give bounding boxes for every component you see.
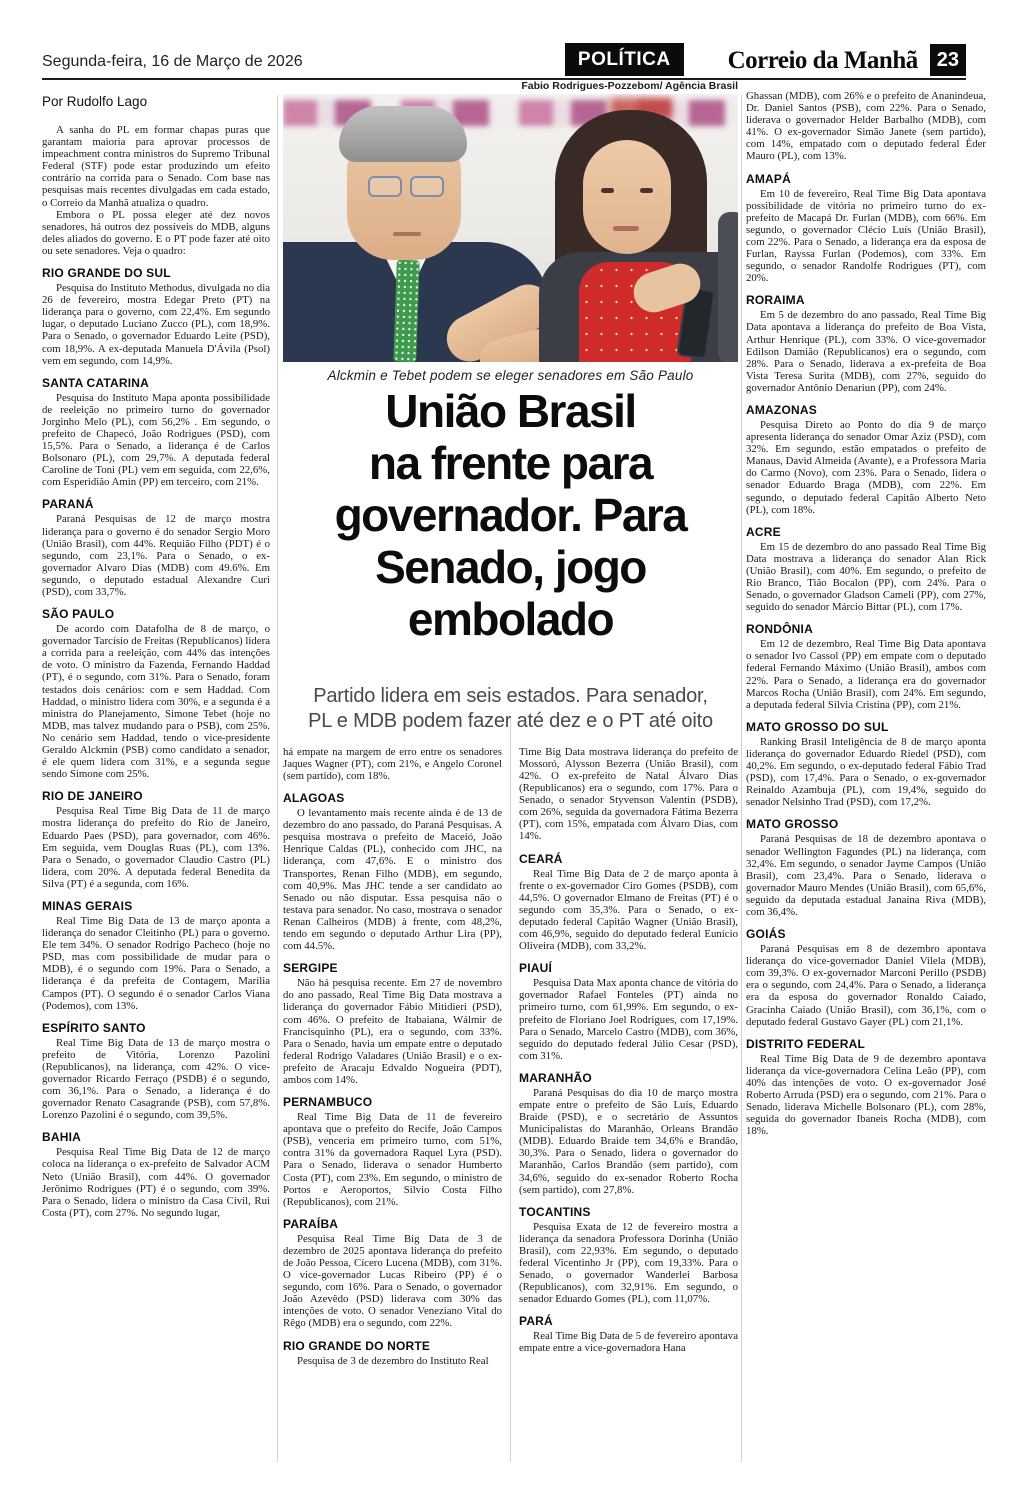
state-body: Real Time Big Data de 5 de fevereiro apontava empate entre a vice-governadora Hana: [519, 1330, 738, 1355]
section-tocantins: [519, 1205, 738, 1306]
photo-caption: Alckmin e Tebet podem se eleger senadores em São Paulo: [327, 368, 694, 383]
state-heading: AMAPÁ: [746, 171, 791, 186]
state-body: Paraná Pesquisas do dia 10 de março mostra empate entre o prefeito de São Luís, Eduardo Braide (PSD), e o secretário de Assuntos Municipalistas do Maranhão, Orleans Brandão (MDB). Eduardo Braide tem 34,6% e Brandão, 30,3%. Para o Senado, lidera o governador do Maranhão, Carlos Brandão (sem partido), com 34,6%, seguido do ex-senador Roberto Rocha (sem partido), com 27,8%.: [519, 1086, 738, 1196]
state-heading: MATO GROSSO: [746, 817, 839, 832]
section-alagoas: [283, 791, 502, 952]
byline: Por Rudolfo Lago: [42, 94, 148, 109]
state-body: Em 5 de dezembro do ano passado, Real Time Big Data apontava a liderança do prefeito de Boa Vista, Arthur Henrique (PL), com 33%. O vice-governador Edilson Damião (Republicanos) era o segundo, com 28%. Para o Senado, liderava a ex-prefeita de Boa Vista Teresa Surita (MDB), com 27%, seguido do governador Antônio Denariun (PP), com 24%.: [746, 309, 986, 394]
state-body: Pesquisa Real Time Big Data de 11 de março mostra liderança do prefeito do Rio de Janeiro, Eduardo Paes (PSD), para governador, com 46%. Em seguida, vem Douglas Ruas (PL), com 13%. Para o Senado, o governador Claudio Castro (PL) lidera, com 20%. A deputada federal Benedita da Silva (PT) é a segunda, com 16%.: [42, 805, 270, 890]
section-pernambuco: [283, 1095, 502, 1208]
headline-line: na frente para: [368, 437, 653, 489]
state-body: Pesquisa Real Time Big Data de 12 de março coloca na liderança o ex-prefeito de Salvador ACM Neto (União Brasil), com 44%. O governador Jerônimo Rodrigues (PT) é o segundo, com 39%. Para o Senado, lidera o ministro da Casa Civil, Rui Costa (PT), com 27%. No segundo lugar,: [42, 1146, 270, 1219]
state-body: Em 12 de dezembro, Real Time Big Data apontava o senador Ivo Cassol (PP) em empate com o deputado federal Fernando Máximo (União Brasil), ambos com 22%. Para o Senado, a liderança era do governador Marcos Rocha (União Brasil), com 24%. Em segundo, a deputada federal Sílvia Cristina (PP), com 21%.: [746, 638, 986, 711]
section-bahia: [42, 1130, 270, 1219]
state-heading: PERNAMBUCO: [283, 1095, 373, 1110]
state-heading: PIAUÍ: [519, 961, 553, 976]
section-espirito-santo: [42, 1021, 270, 1122]
headline-line: União Brasil: [385, 385, 636, 437]
state-body: Em 15 de dezembro do ano passado Real Time Big Data mostrava a liderança do senador Alan Rick (União Brasil), com 40%. Em segundo, o prefeito de Rio Branco, Tião Bocalon (PP), com 24%. Para o Senado, o governador Gladson Cameli (PP), com 27%, seguido do senador Márcio Bittar (PL), com 17%.: [746, 540, 986, 614]
section-ceara: [519, 852, 738, 953]
column-3: [519, 746, 738, 1462]
state-heading: RIO DE JANEIRO: [42, 789, 143, 804]
state-heading: MATO GROSSO DO SUL: [746, 719, 889, 734]
state-heading: RONDÔNIA: [746, 622, 813, 637]
intro-paragraph: A sanha do PL em formar chapas puras que garantam maioria para aprovar processos de impeachment contra ministros do Supremo Tribunal Federal (STF) pode estar produzindo um efeito contrário na corrida para o Senado. Com base nas pesquisas mais recentes divulgadas em cada estado, o Correio da Manhã atualiza o quadro.: [42, 124, 270, 209]
state-body: Ranking Brasil Inteligência de 8 de março aponta liderança do governador Eduardo Riedel (PSD), com 40,2%. Em segundo, o ex-deputado federal Fábio Trad (PSD), com 17,4%. Para o Senado, o ex-governador Reinaldo Azambuja (PL), com 19,4%, seguido do senador Nelsinho Trad (PSD), com 17,2%.: [746, 735, 986, 809]
page-number: 23: [930, 44, 966, 76]
figure-tebet: [283, 94, 738, 362]
section-mato-grosso: [746, 817, 986, 918]
state-body: Não há pesquisa recente. Em 27 de novembro do ano passado, Real Time Big Data mostrava a liderança do governador Fábio Mitidieri (PSD), com 46%. O prefeito de Itabaiana, Wálmir de Francisquinho (PL), era o segundo, com 33%. Para o Senado, havia um empate entre o deputado federal Rodrigo Valadares (União Brasil) e o ex-prefeito de Aracaju Edvaldo Nogueira (PDT), ambos com 14%.: [283, 977, 502, 1086]
state-heading: GOIÁS: [746, 927, 786, 942]
headline-line: Senado, jogo: [375, 541, 646, 593]
section-acre: [746, 525, 986, 614]
photo-alckmin-tebet: [283, 94, 738, 362]
middle-columns: [283, 746, 738, 1462]
state-heading: ESPÍRITO SANTO: [42, 1020, 146, 1035]
state-heading: RORAIMA: [746, 293, 805, 308]
state-body: Real Time Big Data de 2 de março aponta à frente o ex-governador Ciro Gomes (PSDB), com 44,5%. O governador Elmano de Freitas (PT) é o segundo com 35,3%. Para o Senado, o ex-deputado federal Capitão Wagner (União Brasil), com 46,9%, seguido do deputado federal Eunício Oliveira (MDB), com 33,2%.: [519, 867, 738, 953]
column-divider: [741, 95, 742, 1462]
state-heading: ACRE: [746, 524, 781, 539]
section-parana: [42, 497, 270, 598]
state-heading: PARANÁ: [42, 497, 94, 512]
section-sao-paulo: [42, 607, 270, 780]
headline: [283, 385, 738, 645]
state-body: Paraná Pesquisas de 18 de dezembro apontava o senador Wellington Fagundes (PL) na liderança, com 32,4%. Em segundo, o senador Jayme Campos (União Brasil), com 23,4%. Para o Senado, liderava o governador Mauro Mendes (União Brasil), com 65,6%, seguido da deputada estadual Janaína Riva (MDB), com 36,4%.: [746, 833, 986, 918]
section-sergipe: [283, 961, 502, 1086]
state-body: Paraná Pesquisas de 12 de março mostra liderança para o governo é do senador Sergio Moro (União Brasil), com 44%. Requião Filho (PDT) é o segundo, com 23,1%. Para o Senado, o ex-governador Alvaro Dias (MDB) com 49.6%. Em segundo, o deputado estadual Alexandre Curi (PSD), com 33,7%.: [42, 513, 270, 598]
state-body: O levantamento mais recente ainda é de 13 de dezembro do ano passado, do Paraná Pesquisas. A pesquisa mostrava o prefeito de Maceió, João Henrique Caldas (PL), conhecido com JHC, na liderança, com 47,6%. E o ministro dos Transportes, Renan Filho (MDB), em segundo, com 40,9%. Mas JHC tende a ser candidato ao Senado ou não disputar. Essa pesquisa não o testava para senador. No caso, mostrava o senador Renan Calheiros (MDB) à frente, com 48,2%, tendo em segundo o deputado Arthur Lira (PP), com 44.5%.: [283, 807, 502, 953]
state-body: Pesquisa do Instituto Mapa aponta possibilidade de reeleição no primeiro turno do governador Jorginho Melo (PL), com 56,2% . Em segundo, o prefeito de Chapecó, João Rodrigues (PSD), com 15,5%. Para o Senado, a liderança é de Carlos Bolsonaro (PL), com 29,7%. A deputada federal Caroline de Toni (PL) vem em seguida, com 22,6%, com Esperidião Amin (PP) em terceiro, com 21%.: [42, 391, 270, 489]
subhead-line: PL e MDB podem fazer até dez e o PT até oito: [308, 709, 713, 732]
state-body: Pesquisa Direto ao Ponto do dia 9 de março apresenta liderança do senador Omar Aziz (PSD), com 32%. Em segundo, estão empatados o prefeito de Manaus, David Almeida (Avante), e a Professora Maria do Carmo (Novo), com 23%. Para o Senado, lidera o senador Eduardo Braga (MDB), com 22%. Em segundo, o deputado federal Capitão Alberto Neto (PL), com 18%.: [746, 418, 986, 516]
state-heading: CEARÁ: [519, 851, 563, 866]
edge-figure: [718, 212, 738, 362]
section-piaui: [519, 961, 738, 1062]
state-heading: SÃO PAULO: [42, 607, 115, 622]
state-heading: PARAÍBA: [283, 1216, 339, 1231]
masthead-right: [565, 43, 966, 76]
section-amazonas: [746, 403, 986, 516]
section-santa-catarina: [42, 376, 270, 489]
masthead: [42, 36, 966, 76]
state-heading: MINAS GERAIS: [42, 898, 133, 913]
state-body: Pesquisa Real Time Big Data de 3 de dezembro de 2025 apontava liderança do prefeito de João Pessoa, Cícero Lucena (MDB), com 31%. O vice-governador Lucas Ribeiro (PP) é o segundo, com 16%. Para o Senado, o governador João Azevêdo (PSD) liderava com 30% das intenções de voto. O senador Veneziano Vital do Rêgo (MDB) era o segundo, com 22%.: [283, 1232, 502, 1330]
brand-logo: Correio da Manhã: [727, 47, 918, 74]
state-heading: SERGIPE: [283, 961, 338, 976]
woman-face: [583, 140, 671, 254]
state-body: Pesquisa de 3 de dezembro do Instituto Real: [297, 1354, 489, 1367]
column-1: [42, 124, 270, 1462]
intro-paragraph: Embora o PL possa eleger até dez novos senadores, há outros dez possíveis do MDB, alguns deles aliados do governo. E o PT pode fazer até oito ou sete senadores. Veja o quadro:: [42, 208, 270, 257]
state-heading: RIO GRANDE DO NORTE: [283, 1338, 431, 1353]
section-rio-grande-do-sul: [42, 266, 270, 367]
state-body: De acordo com Datafolha de 8 de março, o governador Tarcísio de Freitas (Republicanos) lidera a corrida para a reeleição, com 44% das intenções de voto. O ministro da Fazenda, Fernando Haddad (PT), é o segundo, com 31%. Para o Senado, foram testados dois cenários: com e sem Haddad. Com Haddad, o ministro lidera com 30%, e a segunda é a ministra do Planejamento, Simone Tebet (hoje no MDB, mas talvez mudando para o PSB), com 25%. No cenário sem Haddad, tendo o vice-presidente Geraldo Alckmin (PSB) como candidato a senador, é ele quem lidera com 31%, e a segunda segue sendo Simone com 25%.: [42, 623, 270, 781]
state-heading: AMAZONAS: [746, 402, 817, 417]
state-body: Pesquisa Data Max aponta chance de vitória do governador Rafael Fonteles (PT) ainda no primeiro turno, com 61,99%. Em segundo, o ex-prefeito de Floriano Joel Rodrigues, com 17,19%. Para o Senado, Marcelo Castro (MDB), com 36%, seguido do deputado federal Júlio Cesar (PSD), com 31%.: [519, 977, 738, 1062]
state-heading: DISTRITO FEDERAL: [746, 1036, 865, 1051]
state-heading: TOCANTINS: [519, 1204, 591, 1219]
state-body: Real Time Big Data de 9 de dezembro apontava liderança da vice-governadora Celina Leão (PP), com 40% das intenções de voto. O ex-governador José Roberto Arruda (PSD) era o segundo, com 21%. Para o Senado, liderava Michelle Bolsonaro (PL), com 28%, seguida do governador Ibaneis Rocha (MDB), com 18%.: [746, 1052, 986, 1138]
state-heading: PARÁ: [519, 1314, 553, 1329]
section-amapa: [746, 172, 986, 285]
section-rondonia: [746, 622, 986, 711]
section-para: [519, 1314, 738, 1354]
edition-date: Segunda-feira, 16 de Março de 2026: [42, 53, 303, 70]
section-maranhao: [519, 1071, 738, 1196]
state-heading: RIO GRANDE DO SUL: [42, 266, 171, 281]
middle-region: [283, 80, 738, 1462]
section-rio-grande-do-norte: [283, 1339, 502, 1367]
column-4: [746, 90, 986, 1462]
state-body: Paraná Pesquisas em 8 de dezembro apontava liderança do vice-governador Daniel Vilela (MDB), com 39,3%. O ex-governador Marconi Perillo (PSDB) era o segundo, com 24,4%. Para o Senado, a liderança era da esposa do governador Ronaldo Caiado, Gracinha Caiado (União Brasil), com 36,1%, com o deputado federal Gustavo Gayer (PL) com 21,1%.: [746, 943, 986, 1028]
state-body: Real Time Big Data de 13 de março mostra o prefeito de Vitória, Lorenzo Pazolini (Republicanos), na liderança, com 42%. O vice-governador Ricardo Ferraço (PSDB) é o segundo, com 36,1%. Para o Senado, a liderança é do governador Renato Casagrande (PSB), com 57,8%. Lorenzo Pazolini é o segundo, com 39,5%.: [42, 1036, 270, 1122]
section-rio-de-janeiro: [42, 789, 270, 890]
state-heading: BAHIA: [42, 1130, 81, 1145]
section-mato-grosso-do-sul: [746, 720, 986, 809]
woman-mouth: [613, 226, 639, 231]
column-divider: [277, 95, 278, 1462]
subhead: [283, 684, 738, 734]
section-label: POLÍTICA: [565, 43, 684, 76]
continuation-paragraph: há empate na margem de erro entre os senadores Jaques Wagner (PT), com 21%, e Angelo Coronel (sem partido), com 18%.: [283, 745, 502, 782]
state-body: Pesquisa Exata de 12 de fevereiro mostra a liderança da senadora Professora Dorinha (União Brasil), com 22,93%. Em segundo, o deputado federal Vicentinho Jr (PP), com 19,33%. Para o Senado, o governador Wanderlei Barbosa (Republicanos), com 32,91%. Em segundo, o senador Eduardo Gomes (PL), com 11,07%.: [519, 1220, 738, 1306]
headline-line: embolado: [407, 593, 614, 645]
subhead-line: Partido lidera em seis estados. Para senador,: [313, 684, 708, 707]
continuation-paragraph: Time Big Data mostrava liderança do prefeito de Mossoró, Alysson Bezerra (União Brasil), com 42%. O ex-prefeito de Natal Álvaro Dias (Republicanos) era o segundo, com 17%. Para o Senado, o senador Styvenson Valentin (PSDB), com 26%, seguida da governadora Fátima Bezerra (PT), com 15%, empatada com Álvaro Dias, com 14%.: [519, 745, 738, 843]
section-goias: [746, 927, 986, 1028]
state-heading: SANTA CATARINA: [42, 375, 150, 390]
photo-credit: Fabio Rodrigues-Pozzebom/ Agência Brasil: [521, 80, 738, 92]
state-heading: MARANHÃO: [519, 1070, 592, 1085]
section-paraiba: [283, 1217, 502, 1330]
state-body: Pesquisa do Instituto Methodus, divulgada no dia 26 de fevereiro, mostra Edegar Preto (PT) na liderança para o governo, com 22,4%. Em segundo lugar, o deputado Luciano Zucco (PL), com 18,9%. Para o Senado, o governador Eduardo Leite (PSD), com 18,9%. A ex-deputada Manuela D'Ávila (Psol) vem em segundo, com 14,9%.: [42, 282, 270, 367]
woman-eyes: [601, 188, 653, 193]
column-2: [283, 746, 502, 1462]
state-body: Em 10 de fevereiro, Real Time Big Data apontava possibilidade de vitória no primeiro turno do ex-prefeito de Macapá Dr. Furlan (MDB), com 66%. Em segundo, o governador Clécio Luís (União Brasil), com 22%. Para o Senado, a liderança era da esposa de Furlan, Rayssa Furlan (Podemos), com 33%. Em segundo, o senador Randolfe Rodrigues (PT), com 20%.: [746, 187, 986, 285]
state-body: Real Time Big Data de 13 de março aponta a liderança do senador Cleitinho (PL) para o governo. Ele tem 34%. O senador Rodrigo Pacheco (hoje no PSD, mas com possibilidade de mudar para o MDB), é o segundo com 19%. Para o Senado, a liderança é da prefeita de Contagem, Marília Campos (PT). O segundo é o senador Carlos Viana (Podemos), com 13%.: [42, 914, 270, 1012]
continuation-paragraph: Ghassan (MDB), com 26% e o prefeito de Ananindeua, Dr. Daniel Santos (PSB), com 22%. Para o Senado, liderava o governador Helder Barbalho (MDB), com 41%. O ex-governador Simão Janete (sem partido), com 14%, empatado com o deputado federal Éder Mauro (PL), com 13%.: [746, 90, 986, 163]
section-roraima: [746, 293, 986, 394]
headline-line: governador. Para: [334, 489, 687, 541]
section-minas-gerais: [42, 899, 270, 1012]
state-heading: ALAGOAS: [283, 791, 345, 806]
state-body: Real Time Big Data de 11 de fevereiro apontava que o prefeito do Recife, João Campos (PSB), venceria em primeiro turno, com 51%, contra 31% da governadora Raquel Lyra (PSD). Para o Senado, liderava o senador Humberto Costa (PT), com 23%. Em segundo, o ministro de Portos e Aeroportos, Silvio Costa Filho (Republicanos), com 21%.: [283, 1111, 502, 1208]
section-distrito-federal: [746, 1037, 986, 1138]
